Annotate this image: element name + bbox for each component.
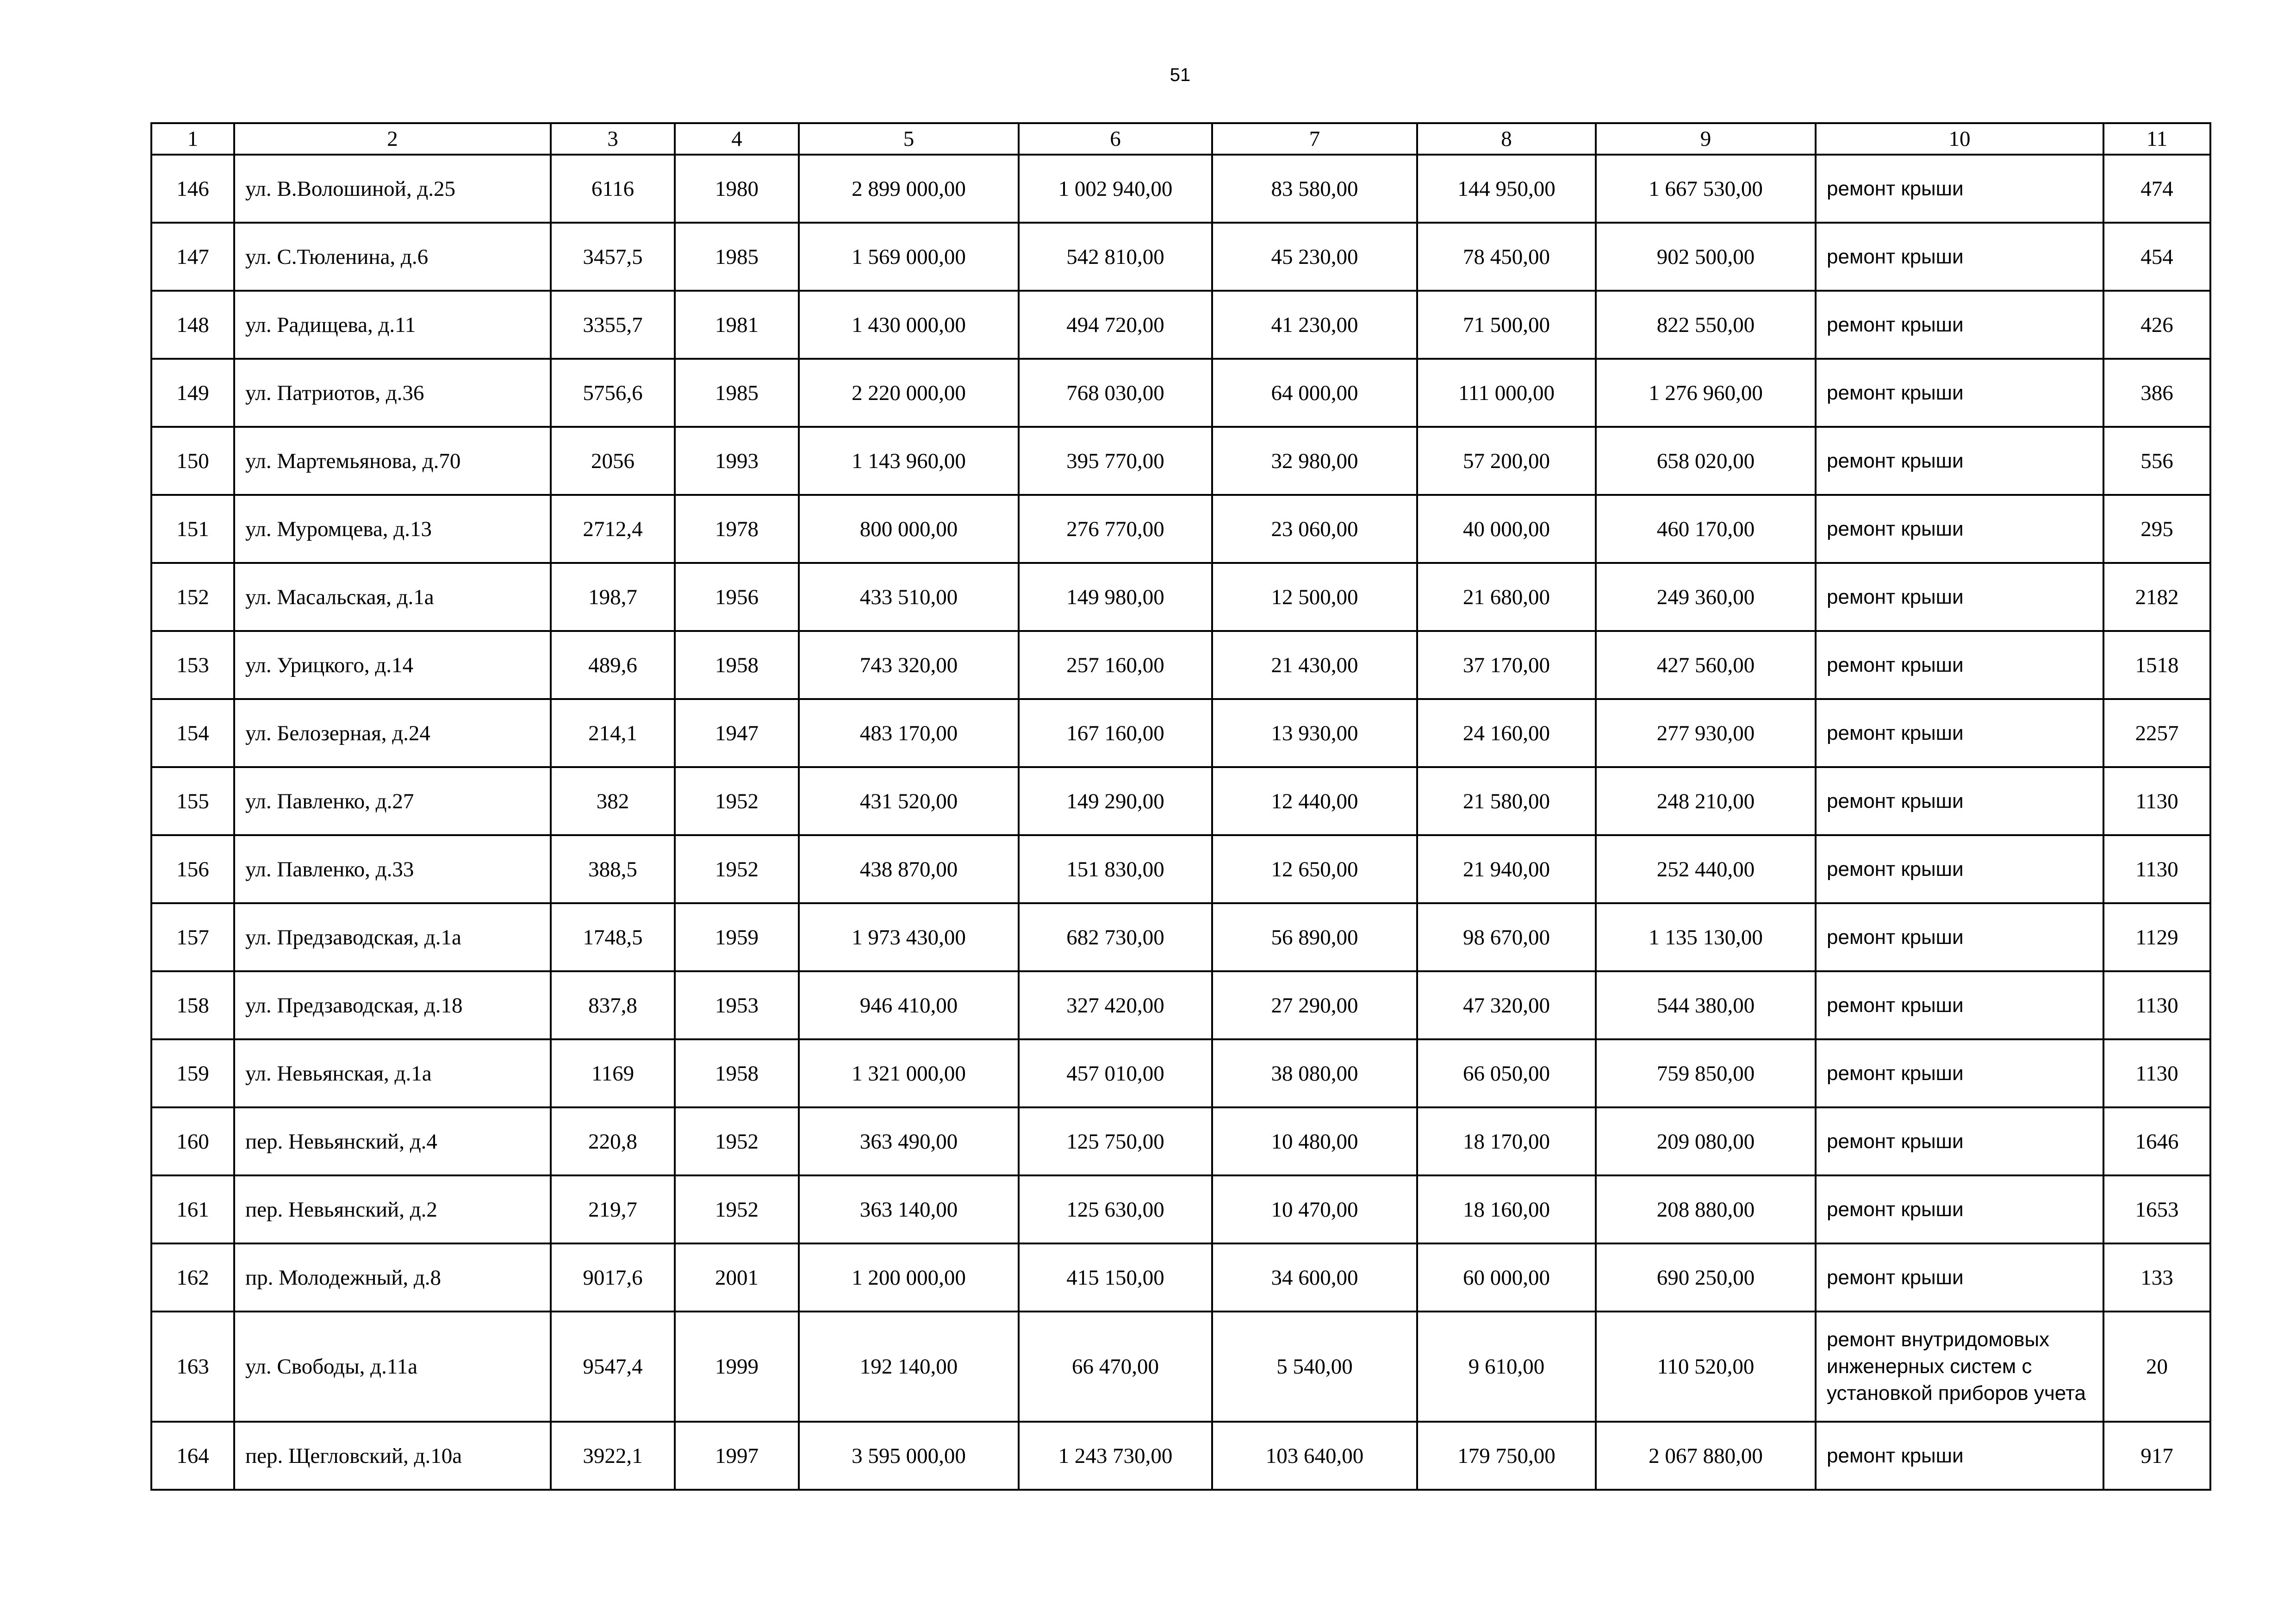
address-cell: ул. С.Тюленина, д.6: [234, 223, 551, 291]
total-cost-cell: 3 595 000,00: [799, 1422, 1019, 1490]
col8-cell: 71 500,00: [1417, 291, 1596, 359]
work-type-cell: ремонт крыши: [1816, 835, 2103, 903]
column-number-row: [151, 123, 2210, 155]
year-cell: 1985: [675, 359, 799, 427]
year-cell: 1985: [675, 223, 799, 291]
col11-cell: 1130: [2103, 767, 2210, 835]
area-cell: 214,1: [551, 699, 675, 767]
table-row: [151, 1039, 2210, 1107]
address-cell: ул. Радищева, д.11: [234, 291, 551, 359]
row-number-cell: 162: [151, 1243, 234, 1312]
area-cell: 837,8: [551, 971, 675, 1039]
address-cell: ул. Масальская, д.1а: [234, 563, 551, 631]
col6-cell: 395 770,00: [1019, 427, 1212, 495]
work-type-cell: ремонт крыши: [1816, 495, 2103, 563]
total-cost-cell: 192 140,00: [799, 1312, 1019, 1422]
table-row: [151, 631, 2210, 699]
work-type-cell: ремонт крыши: [1816, 1175, 2103, 1243]
col7-cell: 83 580,00: [1212, 155, 1417, 223]
area-cell: 6116: [551, 155, 675, 223]
total-cost-cell: 1 143 960,00: [799, 427, 1019, 495]
year-cell: 1993: [675, 427, 799, 495]
col9-cell: 252 440,00: [1596, 835, 1816, 903]
col7-cell: 10 480,00: [1212, 1107, 1417, 1175]
col7-cell: 45 230,00: [1212, 223, 1417, 291]
area-cell: 219,7: [551, 1175, 675, 1243]
year-cell: 1978: [675, 495, 799, 563]
total-cost-cell: 1 430 000,00: [799, 291, 1019, 359]
col9-cell: 759 850,00: [1596, 1039, 1816, 1107]
area-cell: 1748,5: [551, 903, 675, 971]
work-type-cell: ремонт крыши: [1816, 903, 2103, 971]
col7-cell: 13 930,00: [1212, 699, 1417, 767]
total-cost-cell: 946 410,00: [799, 971, 1019, 1039]
year-cell: 1999: [675, 1312, 799, 1422]
col11-cell: 454: [2103, 223, 2210, 291]
col8-cell: 57 200,00: [1417, 427, 1596, 495]
area-cell: 3922,1: [551, 1422, 675, 1490]
col8-cell: 18 170,00: [1417, 1107, 1596, 1175]
area-cell: 9547,4: [551, 1312, 675, 1422]
col7-cell: 41 230,00: [1212, 291, 1417, 359]
year-cell: 1952: [675, 767, 799, 835]
col8-cell: 179 750,00: [1417, 1422, 1596, 1490]
col11-cell: 917: [2103, 1422, 2210, 1490]
work-type-cell: ремонт крыши: [1816, 223, 2103, 291]
area-cell: 1169: [551, 1039, 675, 1107]
col9-cell: 460 170,00: [1596, 495, 1816, 563]
total-cost-cell: 363 140,00: [799, 1175, 1019, 1243]
col9-cell: 658 020,00: [1596, 427, 1816, 495]
col6-cell: 457 010,00: [1019, 1039, 1212, 1107]
address-cell: ул. Павленко, д.33: [234, 835, 551, 903]
col9-cell: 249 360,00: [1596, 563, 1816, 631]
row-number-cell: 161: [151, 1175, 234, 1243]
col8-cell: 40 000,00: [1417, 495, 1596, 563]
col7-cell: 32 980,00: [1212, 427, 1417, 495]
col6-cell: 542 810,00: [1019, 223, 1212, 291]
area-cell: 198,7: [551, 563, 675, 631]
col8-cell: 9 610,00: [1417, 1312, 1596, 1422]
col6-cell: 167 160,00: [1019, 699, 1212, 767]
col6-cell: 327 420,00: [1019, 971, 1212, 1039]
col8-cell: 21 680,00: [1417, 563, 1596, 631]
table-row: [151, 903, 2210, 971]
row-number-cell: 148: [151, 291, 234, 359]
col8-cell: 111 000,00: [1417, 359, 1596, 427]
address-cell: пер. Невьянский, д.2: [234, 1175, 551, 1243]
total-cost-cell: 1 200 000,00: [799, 1243, 1019, 1312]
work-type-cell: ремонт крыши: [1816, 631, 2103, 699]
address-cell: ул. Урицкого, д.14: [234, 631, 551, 699]
year-cell: 1980: [675, 155, 799, 223]
col8-cell: 144 950,00: [1417, 155, 1596, 223]
col8-cell: 60 000,00: [1417, 1243, 1596, 1312]
col6-cell: 1 243 730,00: [1019, 1422, 1212, 1490]
work-type-cell: ремонт крыши: [1816, 291, 2103, 359]
table-row: [151, 835, 2210, 903]
col8-cell: 24 160,00: [1417, 699, 1596, 767]
col7-cell: 12 500,00: [1212, 563, 1417, 631]
year-cell: 1958: [675, 631, 799, 699]
address-cell: ул. Предзаводская, д.1а: [234, 903, 551, 971]
address-cell: ул. Предзаводская, д.18: [234, 971, 551, 1039]
work-type-cell: ремонт крыши: [1816, 1422, 2103, 1490]
col7-cell: 21 430,00: [1212, 631, 1417, 699]
year-cell: 1947: [675, 699, 799, 767]
row-number-cell: 154: [151, 699, 234, 767]
work-type-cell: ремонт крыши: [1816, 699, 2103, 767]
total-cost-cell: 743 320,00: [799, 631, 1019, 699]
col7-cell: 38 080,00: [1212, 1039, 1417, 1107]
area-cell: 220,8: [551, 1107, 675, 1175]
table-row: [151, 1107, 2210, 1175]
col6-cell: 276 770,00: [1019, 495, 1212, 563]
address-cell: ул. Белозерная, д.24: [234, 699, 551, 767]
work-type-cell: ремонт крыши: [1816, 563, 2103, 631]
column-header: 8: [1417, 123, 1596, 155]
year-cell: 1952: [675, 835, 799, 903]
year-cell: 2001: [675, 1243, 799, 1312]
area-cell: 3457,5: [551, 223, 675, 291]
col9-cell: 902 500,00: [1596, 223, 1816, 291]
col9-cell: 208 880,00: [1596, 1175, 1816, 1243]
table-row: [151, 971, 2210, 1039]
column-header: 9: [1596, 123, 1816, 155]
column-header: 10: [1816, 123, 2103, 155]
row-number-cell: 150: [151, 427, 234, 495]
work-type-cell: ремонт внутридомовых инженерных систем с установкой приборов учета: [1816, 1312, 2103, 1422]
col8-cell: 66 050,00: [1417, 1039, 1596, 1107]
table-row: [151, 699, 2210, 767]
col9-cell: 1 667 530,00: [1596, 155, 1816, 223]
col7-cell: 12 440,00: [1212, 767, 1417, 835]
col7-cell: 103 640,00: [1212, 1422, 1417, 1490]
year-cell: 1953: [675, 971, 799, 1039]
address-cell: ул. В.Волошиной, д.25: [234, 155, 551, 223]
column-header: 6: [1019, 123, 1212, 155]
address-cell: ул. Муромцева, д.13: [234, 495, 551, 563]
year-cell: 1958: [675, 1039, 799, 1107]
table-row: [151, 359, 2210, 427]
column-header: 1: [151, 123, 234, 155]
row-number-cell: 151: [151, 495, 234, 563]
total-cost-cell: 800 000,00: [799, 495, 1019, 563]
col7-cell: 34 600,00: [1212, 1243, 1417, 1312]
table-row: [151, 427, 2210, 495]
col7-cell: 56 890,00: [1212, 903, 1417, 971]
col11-cell: 20: [2103, 1312, 2210, 1422]
col7-cell: 64 000,00: [1212, 359, 1417, 427]
col9-cell: 209 080,00: [1596, 1107, 1816, 1175]
area-cell: 5756,6: [551, 359, 675, 427]
total-cost-cell: 2 899 000,00: [799, 155, 1019, 223]
row-number-cell: 157: [151, 903, 234, 971]
table-row: [151, 495, 2210, 563]
col6-cell: 125 750,00: [1019, 1107, 1212, 1175]
col11-cell: 133: [2103, 1243, 2210, 1312]
row-number-cell: 147: [151, 223, 234, 291]
col11-cell: 1518: [2103, 631, 2210, 699]
col6-cell: 149 290,00: [1019, 767, 1212, 835]
col11-cell: 1129: [2103, 903, 2210, 971]
col11-cell: 426: [2103, 291, 2210, 359]
row-number-cell: 149: [151, 359, 234, 427]
address-cell: ул. Патриотов, д.36: [234, 359, 551, 427]
row-number-cell: 155: [151, 767, 234, 835]
year-cell: 1952: [675, 1175, 799, 1243]
column-header: 3: [551, 123, 675, 155]
address-cell: пер. Невьянский, д.4: [234, 1107, 551, 1175]
col11-cell: 295: [2103, 495, 2210, 563]
col8-cell: 37 170,00: [1417, 631, 1596, 699]
col9-cell: 110 520,00: [1596, 1312, 1816, 1422]
col6-cell: 66 470,00: [1019, 1312, 1212, 1422]
table-row: [151, 563, 2210, 631]
col9-cell: 822 550,00: [1596, 291, 1816, 359]
col9-cell: 2 067 880,00: [1596, 1422, 1816, 1490]
col11-cell: 386: [2103, 359, 2210, 427]
year-cell: 1959: [675, 903, 799, 971]
work-type-cell: ремонт крыши: [1816, 1107, 2103, 1175]
col6-cell: 151 830,00: [1019, 835, 1212, 903]
table-row: [151, 1243, 2210, 1312]
area-cell: 382: [551, 767, 675, 835]
work-type-cell: ремонт крыши: [1816, 767, 2103, 835]
col9-cell: 427 560,00: [1596, 631, 1816, 699]
col6-cell: 149 980,00: [1019, 563, 1212, 631]
year-cell: 1956: [675, 563, 799, 631]
col11-cell: 1653: [2103, 1175, 2210, 1243]
col6-cell: 494 720,00: [1019, 291, 1212, 359]
column-header: 7: [1212, 123, 1417, 155]
col11-cell: 2182: [2103, 563, 2210, 631]
total-cost-cell: 438 870,00: [799, 835, 1019, 903]
col11-cell: 1130: [2103, 1039, 2210, 1107]
area-cell: 3355,7: [551, 291, 675, 359]
table-row: [151, 1175, 2210, 1243]
col11-cell: 556: [2103, 427, 2210, 495]
total-cost-cell: 2 220 000,00: [799, 359, 1019, 427]
row-number-cell: 164: [151, 1422, 234, 1490]
col6-cell: 125 630,00: [1019, 1175, 1212, 1243]
row-number-cell: 159: [151, 1039, 234, 1107]
area-cell: 489,6: [551, 631, 675, 699]
row-number-cell: 163: [151, 1312, 234, 1422]
work-type-cell: ремонт крыши: [1816, 427, 2103, 495]
address-cell: ул. Свободы, д.11а: [234, 1312, 551, 1422]
col9-cell: 1 135 130,00: [1596, 903, 1816, 971]
area-cell: 2712,4: [551, 495, 675, 563]
total-cost-cell: 483 170,00: [799, 699, 1019, 767]
table-row: [151, 1422, 2210, 1490]
year-cell: 1981: [675, 291, 799, 359]
year-cell: 1997: [675, 1422, 799, 1490]
col9-cell: 544 380,00: [1596, 971, 1816, 1039]
table-row: [151, 1312, 2210, 1422]
col11-cell: 1130: [2103, 971, 2210, 1039]
col6-cell: 415 150,00: [1019, 1243, 1212, 1312]
repair-program-table: [150, 122, 2211, 1491]
year-cell: 1952: [675, 1107, 799, 1175]
work-type-cell: ремонт крыши: [1816, 1039, 2103, 1107]
col8-cell: 47 320,00: [1417, 971, 1596, 1039]
col9-cell: 277 930,00: [1596, 699, 1816, 767]
col8-cell: 98 670,00: [1417, 903, 1596, 971]
column-header: 11: [2103, 123, 2210, 155]
table-row: [151, 223, 2210, 291]
col8-cell: 21 940,00: [1417, 835, 1596, 903]
total-cost-cell: 1 321 000,00: [799, 1039, 1019, 1107]
col9-cell: 1 276 960,00: [1596, 359, 1816, 427]
work-type-cell: ремонт крыши: [1816, 1243, 2103, 1312]
col7-cell: 10 470,00: [1212, 1175, 1417, 1243]
col6-cell: 682 730,00: [1019, 903, 1212, 971]
total-cost-cell: 1 569 000,00: [799, 223, 1019, 291]
row-number-cell: 153: [151, 631, 234, 699]
col11-cell: 2257: [2103, 699, 2210, 767]
column-header: 2: [234, 123, 551, 155]
col11-cell: 1646: [2103, 1107, 2210, 1175]
col8-cell: 18 160,00: [1417, 1175, 1596, 1243]
col8-cell: 78 450,00: [1417, 223, 1596, 291]
total-cost-cell: 1 973 430,00: [799, 903, 1019, 971]
address-cell: ул. Мартемьянова, д.70: [234, 427, 551, 495]
row-number-cell: 156: [151, 835, 234, 903]
col7-cell: 5 540,00: [1212, 1312, 1417, 1422]
col11-cell: 1130: [2103, 835, 2210, 903]
row-number-cell: 160: [151, 1107, 234, 1175]
work-type-cell: ремонт крыши: [1816, 971, 2103, 1039]
col11-cell: 474: [2103, 155, 2210, 223]
area-cell: 2056: [551, 427, 675, 495]
address-cell: пр. Молодежный, д.8: [234, 1243, 551, 1312]
table-row: [151, 767, 2210, 835]
row-number-cell: 158: [151, 971, 234, 1039]
area-cell: 9017,6: [551, 1243, 675, 1312]
column-header: 4: [675, 123, 799, 155]
col6-cell: 1 002 940,00: [1019, 155, 1212, 223]
work-type-cell: ремонт крыши: [1816, 359, 2103, 427]
total-cost-cell: 433 510,00: [799, 563, 1019, 631]
area-cell: 388,5: [551, 835, 675, 903]
col9-cell: 248 210,00: [1596, 767, 1816, 835]
work-type-cell: ремонт крыши: [1816, 155, 2103, 223]
address-cell: пер. Щегловский, д.10а: [234, 1422, 551, 1490]
total-cost-cell: 363 490,00: [799, 1107, 1019, 1175]
address-cell: ул. Павленко, д.27: [234, 767, 551, 835]
col8-cell: 21 580,00: [1417, 767, 1596, 835]
column-header: 5: [799, 123, 1019, 155]
col6-cell: 768 030,00: [1019, 359, 1212, 427]
col9-cell: 690 250,00: [1596, 1243, 1816, 1312]
total-cost-cell: 431 520,00: [799, 767, 1019, 835]
address-cell: ул. Невьянская, д.1а: [234, 1039, 551, 1107]
table-row: [151, 155, 2210, 223]
col7-cell: 27 290,00: [1212, 971, 1417, 1039]
col6-cell: 257 160,00: [1019, 631, 1212, 699]
col7-cell: 23 060,00: [1212, 495, 1417, 563]
row-number-cell: 152: [151, 563, 234, 631]
col7-cell: 12 650,00: [1212, 835, 1417, 903]
table-row: [151, 291, 2210, 359]
row-number-cell: 146: [151, 155, 234, 223]
page-number: 51: [1170, 65, 1191, 85]
